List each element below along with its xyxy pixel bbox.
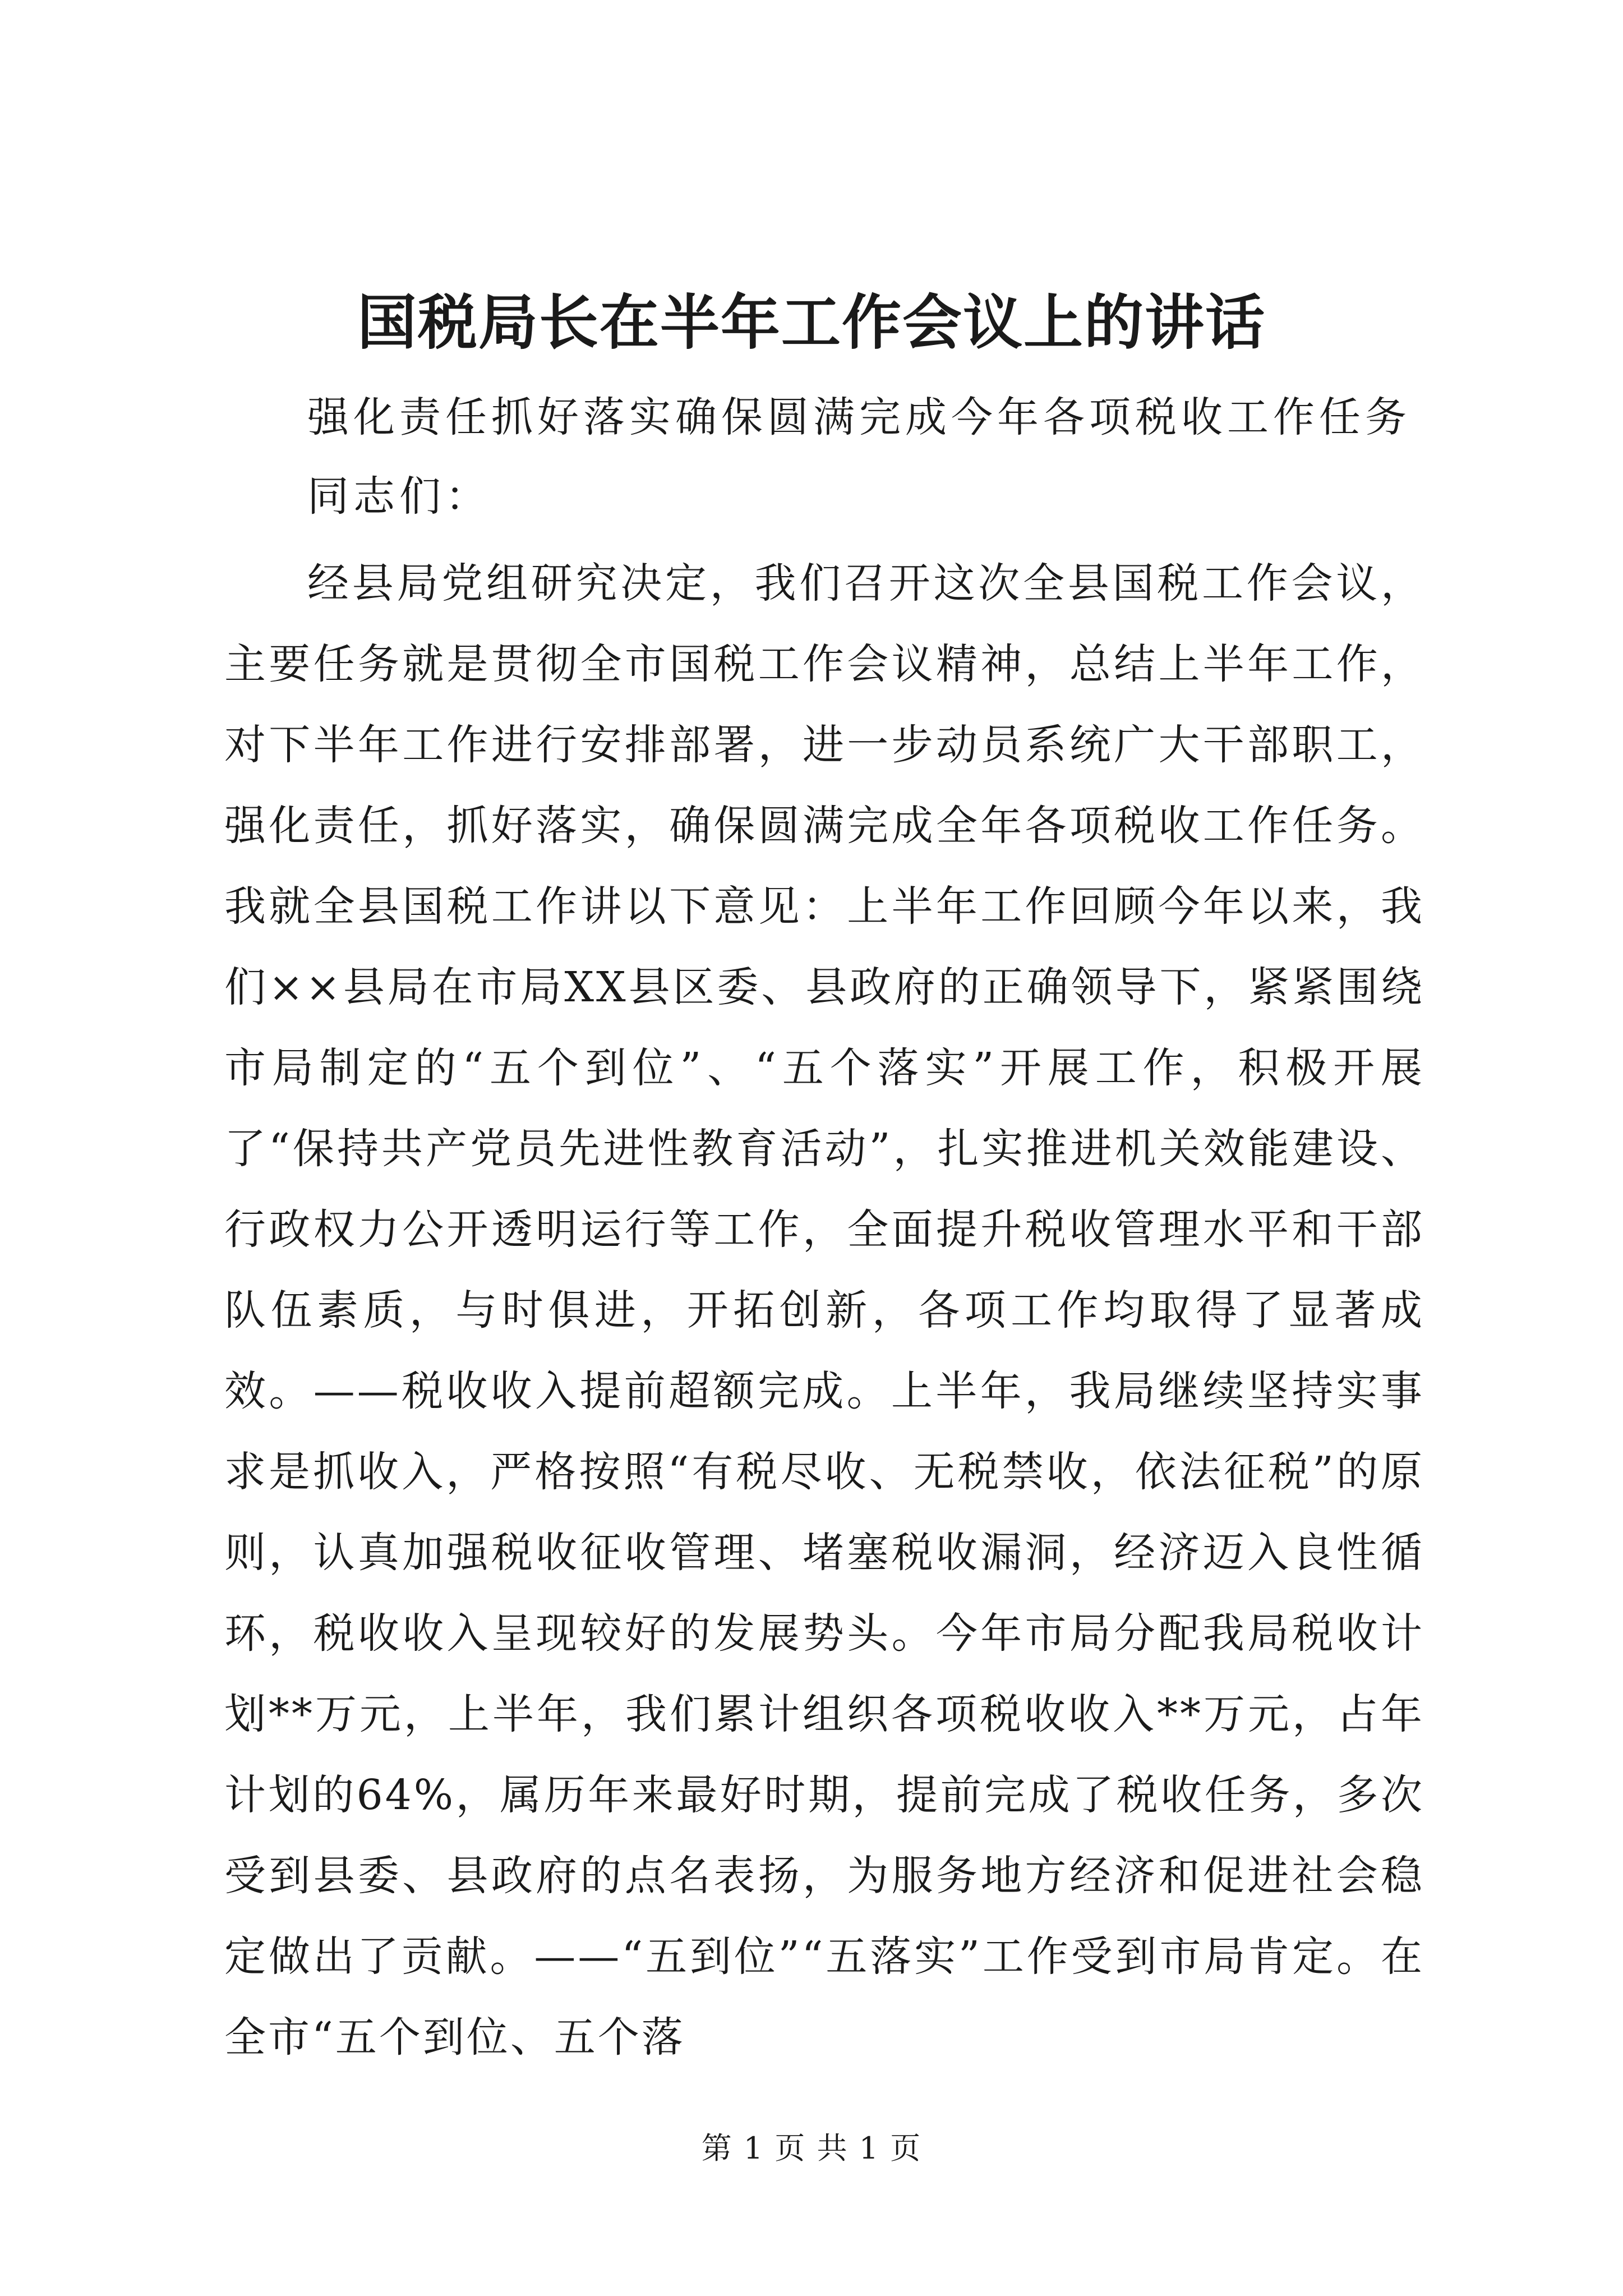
body-paragraph: 经县局党组研究决定，我们召开这次全县国税工作会议，主要任务就是贯彻全市国税工作会议精神，总结上半年工作，对下半年工作进行安排部署，进一步动员系统广大干部职工，强化责任，抓好落实，确保圆满完成全年各项税收工作任务。我就全县国税工作讲以下意见：上半年工作回顾今年以来，我们××县局在市局XX县区委、县政府的正确领导下，紧紧围绕市局制定的“五个到位”、“五个落实”开展工作，积极开展了“保持共产党员先进性教育活动”，扎实推进机关效能建设、行政权力公开透明运行等工作，全面提升税收管理水平和干部队伍素质，与时俱进，开拓创新，各项工作均取得了显著成效。——税收收入提前超额完成。上半年，我局继续坚持实事求是抓收入，严格按照“有税尽收、无税禁收，依法征税”的原则，认真加强税收征收管理、堵塞税收漏洞，经济迈入良性循环，税收收入呈现较好的发展势头。今年市局分配我局税收计划**万元，上半年，我们累计组织各项税收收入**万元，占年计划的64%，属历年来最好时期，提前完成了税收任务，多次受到县委、县政府的点名表扬，为服务地方经济和促进社会稳定做出了贡献。——“五到位”“五落实”工作受到市局肯定。在全市“五个到位、五个落 xyxy=(224,559,1424,2062)
document-title: 国税局长在半年工作会议上的讲话 xyxy=(357,287,1266,357)
salutation: 同志们： xyxy=(307,472,491,521)
page-footer: 第 1 页 共 1 页 xyxy=(701,2131,922,2166)
document-subtitle: 强化责任抓好落实确保圆满完成今年各项税收工作任务 xyxy=(307,393,1411,441)
